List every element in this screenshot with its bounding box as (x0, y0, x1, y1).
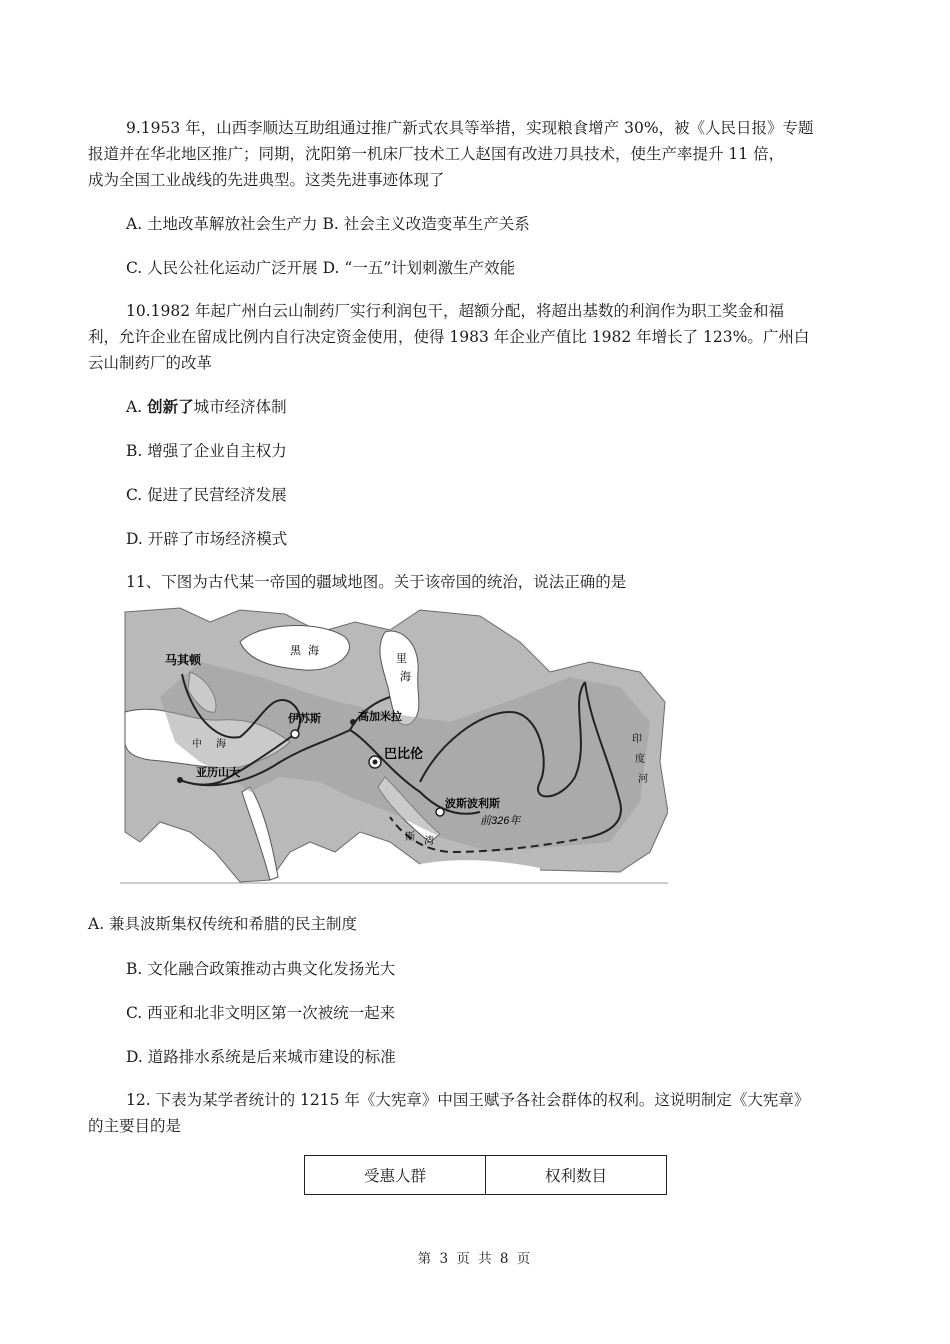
q10-option-c: C. 促进了民营经济发展 (126, 486, 287, 504)
map-label-persepolis: 波斯波利斯 (445, 798, 500, 810)
map-label-india-1: 印 (632, 734, 642, 745)
q12-stem-line-1: 12. 下表为某学者统计的 1215 年《大宪章》中国王赋予各社会群体的权利。这说明制定《大宪章》 (126, 1091, 810, 1109)
q10-option-d: D. 开辟了市场经济模式 (126, 530, 288, 548)
map-label-babylon: 巴比伦 (384, 746, 424, 761)
empire-map (120, 602, 668, 884)
q10-option-a-bold: 创新了 (147, 397, 194, 416)
q9-options-line-2: C. 人民公社化运动广泛开展 D. “一五”计划刺激生产效能 (126, 259, 516, 277)
q10-stem-line-2: 利，允许企业在留成比例内自行决定资金使用，使得 1983 年企业产值比 1982 年增长了 123%。广州白 (88, 328, 810, 346)
q9-stem-line-3: 成为全国工业战线的先进典型。这类先进事迹体现了 (88, 171, 445, 189)
map-label-river: 河 (638, 774, 648, 785)
map-label-sea: 海 (308, 645, 319, 657)
map-label-mid-1: 中 (192, 739, 202, 750)
q10-stem-line-1: 10.1982 年起广州白云山制药厂实行利润包干，超额分配，将超出基数的利润作为职工奖金和福 (126, 302, 785, 320)
q9-options-line-1: A. 土地改革解放社会生产力 B. 社会主义改造变革生产关系 (126, 215, 530, 233)
map-label-macedonia: 马其顿 (165, 653, 202, 667)
map-label-mid-2: 海 (216, 739, 226, 750)
magna-carta-table (304, 1155, 667, 1195)
map-label-caspian-2: 海 (400, 671, 411, 683)
page-footer: 第 3 页 共 8 页 (417, 1251, 533, 1267)
map-label-black-sea: 黑 (290, 645, 301, 657)
map-label-issus: 伊苏斯 (288, 713, 321, 725)
q10-option-a-prefix: A. (126, 398, 148, 416)
q10-option-a-rest: 城市经济体制 (193, 398, 287, 416)
table-header-beneficiaries: 受惠人群 (305, 1156, 486, 1195)
map-label-india-2: 度 (635, 754, 645, 765)
map-label-year: 前326年 (480, 815, 521, 827)
q11-option-a: A. 兼具波斯集权传统和希腊的民主制度 (88, 915, 358, 933)
map-label-gulf-2: 湾 (424, 836, 434, 847)
q11-option-b: B. 文化融合政策推动古典文化发扬光大 (126, 960, 396, 978)
map-label-gaugamela: 高加米拉 (358, 711, 402, 723)
table-header-rights-count: 权利数目 (486, 1156, 667, 1195)
map-label-gulf-1: 斯 (405, 832, 415, 843)
map-label-caspian-1: 里 (396, 653, 407, 665)
q11-option-d: D. 道路排水系统是后来城市建设的标准 (126, 1048, 396, 1066)
map-label-alexandria: 亚历山大 (196, 767, 240, 779)
q9-stem-line-1: 9.1953 年，山西李顺达互助组通过推广新式农具等举措，实现粮食增产 30%，被《人民日报》专题 (126, 119, 814, 137)
q10-stem-line-3: 云山制药厂的改革 (88, 354, 213, 372)
q9-stem-line-2: 报道并在华北地区推广；同期，沈阳第一机床厂技术工人赵国有改进刀具技术，使生产率提升 11 倍， (88, 145, 785, 163)
q11-stem: 11、下图为古代某一帝国的疆域地图。关于该帝国的统治，说法正确的是 (126, 573, 627, 591)
q10-option-a (126, 396, 287, 418)
q11-option-c: C. 西亚和北非文明区第一次被统一起来 (126, 1004, 396, 1022)
q10-option-b: B. 增强了企业自主权力 (126, 442, 287, 460)
table-header-row (305, 1156, 667, 1195)
q12-stem-line-2: 的主要目的是 (88, 1117, 182, 1135)
